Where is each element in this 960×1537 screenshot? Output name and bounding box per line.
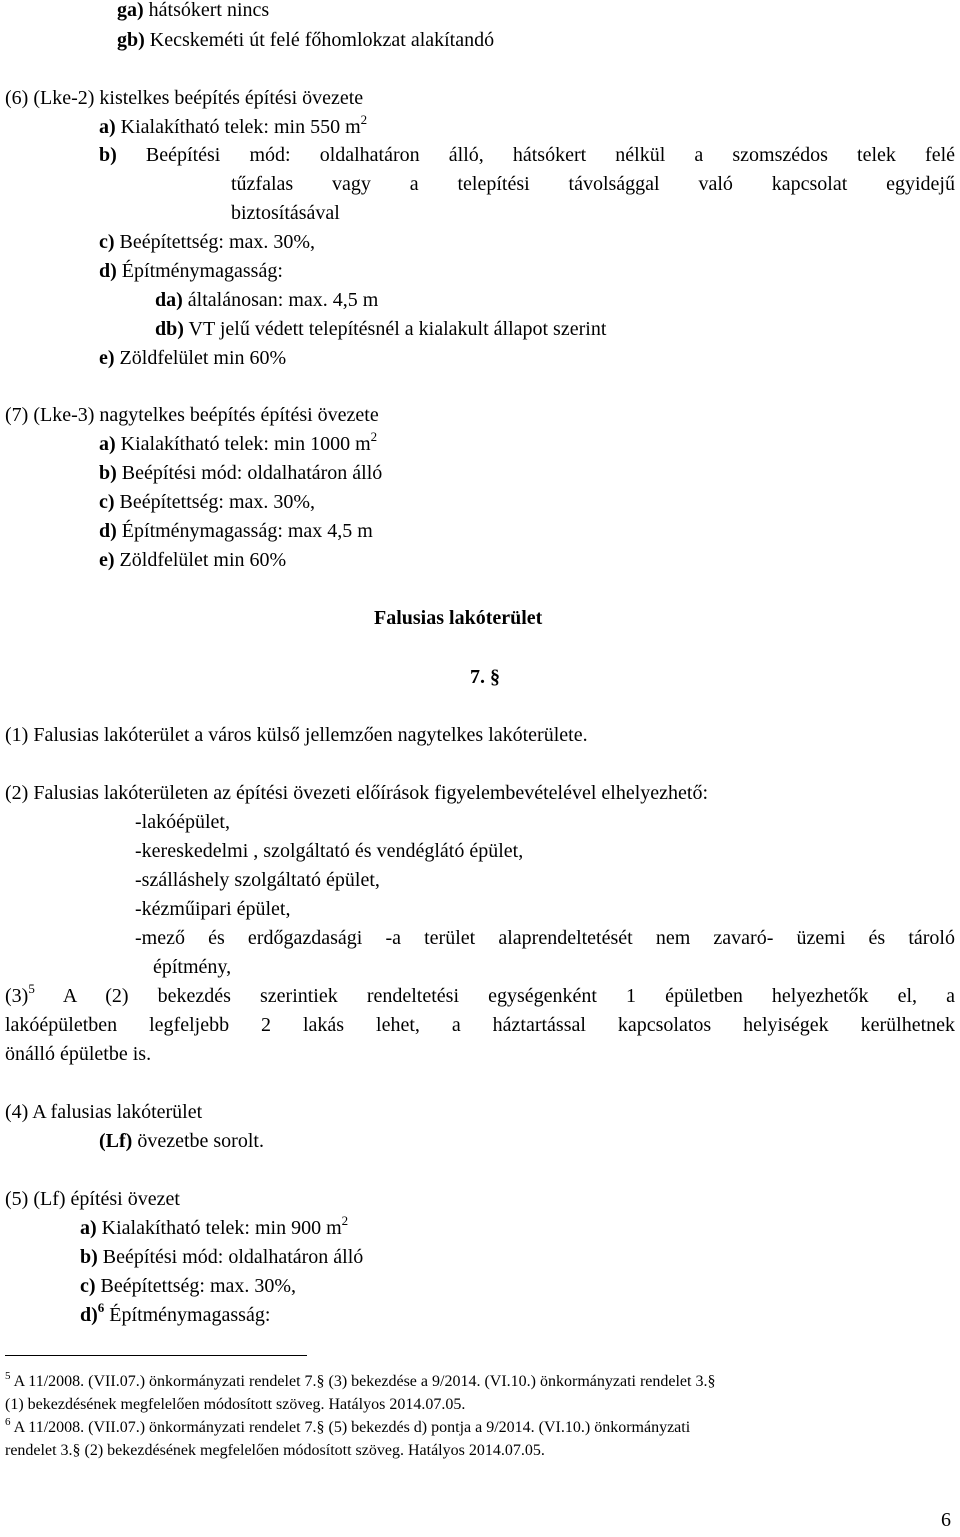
paragraph-3-line1 xyxy=(5,981,955,1010)
lke2-title: (6) (Lke-2) kistelkes beépítés építési övezete xyxy=(5,87,364,109)
footnote-text: A 11/2008. (VII.07.) önkormányzati rendelet 7.§ (5) bekezdés d) pontja a 9/2014. (VI.10.) önkormányzati xyxy=(13,1419,691,1436)
item-label: e) xyxy=(99,549,115,571)
lke2-a xyxy=(99,112,368,141)
paragraph-1: (1) Falusias lakóterület a város külső jellemzően nagytelkes lakóterülete. xyxy=(5,724,588,746)
item-label: da) xyxy=(155,289,183,311)
item-label: c) xyxy=(99,491,115,513)
item-label: c) xyxy=(80,1275,96,1297)
lke2-da xyxy=(155,288,378,312)
lke2-b xyxy=(99,143,955,167)
item-label: d) xyxy=(80,1304,98,1326)
item-text: Beépítési mód: oldalhatáron álló xyxy=(121,462,383,484)
lke3-c xyxy=(99,490,315,514)
item-text: Beépítési mód: oldalhatáron álló, hátsókert nélkül a szomszédos telek felé xyxy=(145,144,956,166)
lke3-a xyxy=(99,429,378,458)
item-label: a) xyxy=(99,116,116,138)
footnote-text: A 11/2008. (VII.07.) önkormányzati rendelet 7.§ (3) bekezdése a 9/2014. (VI.10.) önkormányzati rendelet 3.§ xyxy=(13,1373,716,1390)
lke2-e xyxy=(99,346,286,370)
item-text: Zöldfelület min 60% xyxy=(119,549,287,571)
item-label: c) xyxy=(99,231,115,253)
item-label: gb) xyxy=(117,29,145,51)
footnote-6-cont: rendelet 3.§ (2) bekezdésének megfelelően módosított szöveg. Hatályos 2014.07.05. xyxy=(5,1442,545,1459)
item-text: Beépítettség: max. 30%, xyxy=(100,1275,297,1297)
footnote-divider xyxy=(5,1355,307,1356)
item-text: általánosan: max. 4,5 m xyxy=(187,289,379,311)
item-ga xyxy=(117,0,269,22)
item-label: a) xyxy=(80,1217,97,1239)
lke3-b xyxy=(99,461,382,485)
item-text: Kialakítható telek: min 1000 m xyxy=(120,433,371,455)
paragraph-4-line1: (4) A falusias lakóterület xyxy=(5,1101,203,1123)
item-label: d) xyxy=(99,260,117,282)
superscript: 2 xyxy=(370,429,378,444)
item-text: Építménymagasság: xyxy=(121,260,283,282)
footnote-5 xyxy=(5,1372,715,1393)
superscript: 2 xyxy=(360,112,368,127)
list-item: -lakóépület, xyxy=(135,811,230,833)
item-text: Beépítettség: max. 30%, xyxy=(119,491,316,513)
lf-title: (5) (Lf) építési övezet xyxy=(5,1188,180,1210)
item-text: Beépítettség: max. 30%, xyxy=(119,231,316,253)
item-text: Építménymagasság: max 4,5 m xyxy=(121,520,373,542)
paragraph-4-line2 xyxy=(99,1129,264,1153)
page-number: 6 xyxy=(941,1509,951,1531)
item-label: a) xyxy=(99,433,116,455)
footnote-ref: 6 xyxy=(97,1300,105,1315)
paragraph-number: (3) xyxy=(5,985,29,1007)
item-label: d) xyxy=(99,520,117,542)
item-label: e) xyxy=(99,347,115,369)
footnote-number: 5 xyxy=(5,1370,11,1382)
footnote-5-cont: (1) bekezdésének megfelelően módosított szöveg. Hatályos 2014.07.05. xyxy=(5,1396,466,1413)
paragraph-text: A (2) bekezdés szerintiek rendeltetési egységenként 1 épületben helyezhetők el, a xyxy=(62,985,955,1007)
paragraph-2-intro: (2) Falusias lakóterületen az építési övezeti előírások figyelembevételével elhelyezhető: xyxy=(5,782,709,804)
lke3-e xyxy=(99,548,286,572)
lf-c xyxy=(80,1274,296,1298)
lf-b xyxy=(80,1245,363,1269)
lke3-title: (7) (Lke-3) nagytelkes beépítés építési övezete xyxy=(5,404,379,426)
lke2-db xyxy=(155,317,606,341)
item-text: Beépítési mód: oldalhatáron álló xyxy=(102,1246,364,1268)
item-label: b) xyxy=(80,1246,98,1268)
section-heading: Falusias lakóterület xyxy=(374,607,543,629)
item-label: b) xyxy=(99,462,117,484)
lke3-d xyxy=(99,519,373,543)
section-number: 7. § xyxy=(470,666,500,688)
item-text: Építménymagasság: xyxy=(109,1304,271,1326)
item-label: db) xyxy=(155,318,184,340)
list-item: -mező és erdőgazdasági -a terület alaprendeltetését nem zavaró- üzemi és tároló xyxy=(135,927,955,949)
item-text: Kialakítható telek: min 550 m xyxy=(120,116,361,138)
footnote-ref: 5 xyxy=(28,981,35,996)
lf-a xyxy=(80,1213,349,1242)
item-text: Kialakítható telek: min 900 m xyxy=(101,1217,342,1239)
item-label: ga) xyxy=(117,0,144,21)
list-item: -kereskedelmi , szolgáltató és vendéglátó épület, xyxy=(135,840,524,862)
list-item: -szálláshely szolgáltató épület, xyxy=(135,869,380,891)
lf-d xyxy=(80,1300,271,1329)
footnote-6 xyxy=(5,1418,690,1439)
item-text: Kecskeméti út felé főhomlokzat alakítandó xyxy=(149,29,495,51)
lke2-c xyxy=(99,230,315,254)
superscript: 2 xyxy=(341,1213,349,1228)
item-gb xyxy=(117,28,494,52)
zone-code: (Lf) xyxy=(99,1130,133,1152)
item-text: hátsókert nincs xyxy=(148,0,270,21)
footnote-number: 6 xyxy=(5,1416,11,1428)
lke2-b-cont2: biztosításával xyxy=(231,202,340,224)
list-item-cont: építmény, xyxy=(153,956,232,978)
paragraph-3-line2: lakóépületben legfeljebb 2 lakás lehet, a háztartással kapcsolatos helyiségek kerülhetnek xyxy=(5,1014,955,1036)
list-item: -kézműipari épület, xyxy=(135,898,291,920)
item-label: b) xyxy=(99,144,117,166)
item-text: Zöldfelület min 60% xyxy=(119,347,287,369)
paragraph-3-line3: önálló épületbe is. xyxy=(5,1043,152,1065)
lke2-d xyxy=(99,259,283,283)
item-text: VT jelű védett telepítésnél a kialakult állapot szerint xyxy=(188,318,607,340)
lke2-b-cont: tűzfalas vagy a telepítési távolsággal való kapcsolat egyidejű xyxy=(231,173,955,195)
paragraph-text: övezetbe sorolt. xyxy=(137,1130,264,1152)
